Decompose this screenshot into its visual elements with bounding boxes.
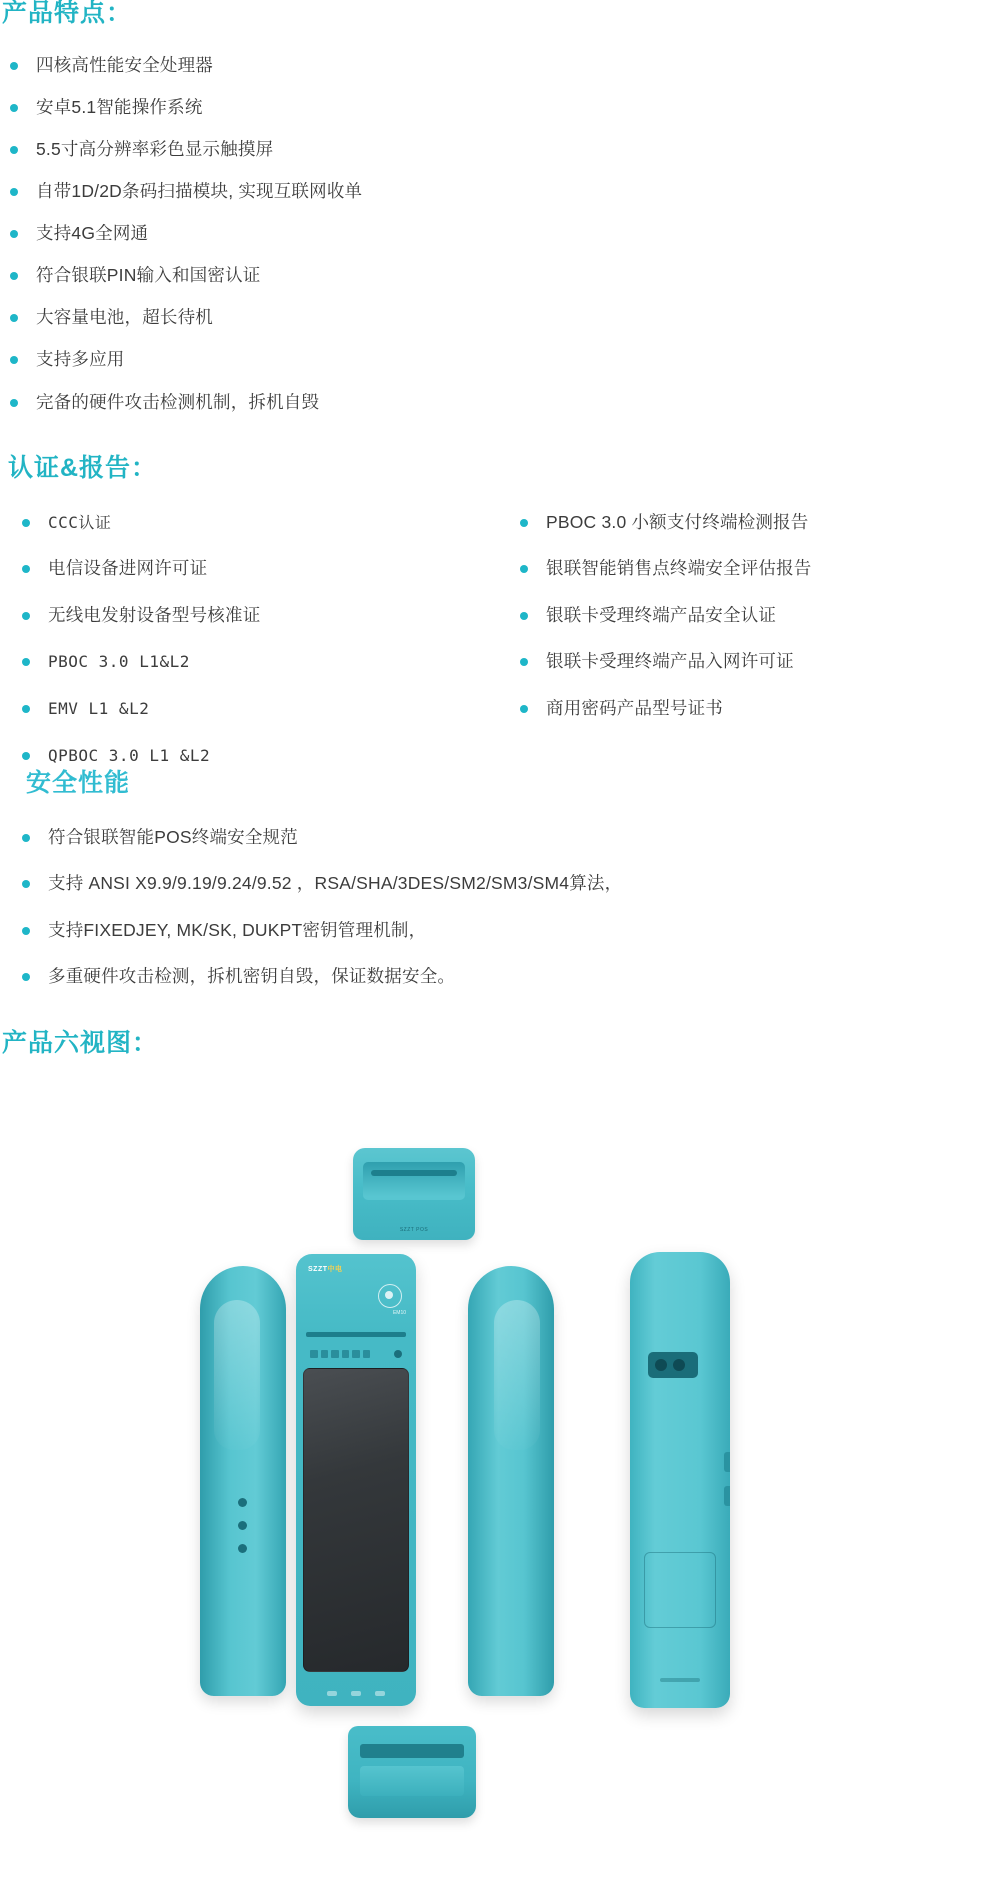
security-list — [0, 826, 1000, 990]
device-brand-accent: 中电 — [327, 1265, 343, 1273]
speaker-grille-icon — [310, 1350, 370, 1358]
device-front-view — [296, 1254, 416, 1706]
list-item-label: PBOC 3.0 L1&L2 — [48, 652, 190, 672]
list-item-label: 无线电发射设备型号核准证 — [48, 604, 261, 625]
features-title: 产品特点： — [2, 0, 133, 27]
list-item-label: PBOC 3.0 小额支付终端检测报告 — [546, 511, 809, 532]
features-list — [0, 54, 1000, 415]
list-item-label: QPBOC 3.0 L1 &L2 — [48, 745, 211, 765]
certifications-title: 认证&报告： — [8, 454, 158, 482]
list-item — [510, 697, 1000, 721]
six-view-section — [0, 1030, 1000, 1876]
bullet-dot-icon — [520, 612, 528, 620]
rear-camera-icon — [648, 1352, 698, 1378]
list-item — [12, 511, 500, 535]
bullet-dot-icon — [10, 146, 18, 154]
bullet-dot-icon — [520, 565, 528, 573]
device-right-side-view — [468, 1266, 554, 1696]
list-item-label: 银联卡受理终端产品入网许可证 — [546, 651, 794, 672]
list-item-label: 支持多应用 — [36, 349, 125, 370]
device-bottom-keys — [296, 1691, 416, 1696]
bullet-dot-icon — [22, 752, 30, 760]
list-item-label: EMV L1 &L2 — [48, 699, 150, 718]
certifications-right-list — [510, 511, 1000, 721]
security-title: 安全性能 — [26, 769, 131, 797]
certifications-columns — [0, 511, 1000, 791]
bullet-dot-icon — [22, 612, 30, 620]
battery-door — [644, 1552, 716, 1628]
bullet-dot-icon — [22, 705, 30, 713]
list-item — [12, 744, 500, 768]
bullet-dot-icon — [10, 62, 18, 70]
bullet-dot-icon — [22, 658, 30, 666]
list-item-label: 支持FIXEDJEY, MK/SK, DUKPT密钥管理机制， — [48, 919, 427, 940]
list-item — [12, 557, 500, 581]
list-item — [0, 54, 1000, 78]
bullet-dot-icon — [10, 230, 18, 238]
list-item — [12, 604, 500, 628]
list-item — [510, 604, 1000, 628]
device-brand-text: SZZT — [308, 1265, 328, 1273]
list-item-label: 5.5寸高分辨率彩色显示触摸屏 — [36, 138, 274, 159]
list-item — [510, 511, 1000, 535]
device-bottom-view — [348, 1726, 476, 1818]
six-view-title: 产品六视图： — [2, 1029, 159, 1057]
device-left-side-view — [200, 1266, 286, 1696]
list-item-label: 商用密码产品型号证书 — [546, 698, 723, 718]
bullet-dot-icon — [520, 519, 528, 527]
list-item — [0, 180, 1000, 204]
bullet-dot-icon — [520, 658, 528, 666]
list-item-label: 安卓5.1智能操作系统 — [36, 96, 203, 117]
list-item — [510, 557, 1000, 581]
device-top-caption: SZZT POS — [399, 1226, 429, 1233]
list-item-label: CCC认证 — [48, 512, 112, 532]
list-item-label: 银联卡受理终端产品安全认证 — [546, 604, 777, 625]
bullet-dot-icon — [22, 519, 30, 527]
vent-line — [660, 1678, 700, 1682]
security-section — [0, 770, 1000, 1012]
list-item-label: 符合银联智能POS终端安全规范 — [48, 826, 298, 847]
list-item-label: 大容量电池，超长待机 — [36, 307, 213, 328]
device-top-view — [353, 1148, 475, 1240]
list-item-label: 四核高性能安全处理器 — [36, 54, 213, 75]
certifications-section — [0, 455, 1000, 790]
list-item — [0, 138, 1000, 162]
list-item — [0, 391, 1000, 415]
list-item — [510, 650, 1000, 674]
list-item-label: 支持4G全网通 — [36, 223, 149, 243]
list-item-label: 支持 ANSI X9.9/9.19/9.24/9.52 ，RSA/SHA/3DES/SM2/SM3/SM4算法， — [48, 873, 623, 894]
bullet-dot-icon — [10, 104, 18, 112]
list-item — [12, 650, 500, 674]
list-item-label: 多重硬件攻击检测，拆机密钥自毁，保证数据安全。 — [48, 966, 456, 987]
card-slot — [306, 1332, 406, 1337]
device-back-view — [630, 1252, 730, 1708]
list-item-label: 符合银联PIN输入和国密认证 — [36, 265, 261, 286]
bullet-dot-icon — [10, 188, 18, 196]
device-illustration — [0, 1086, 1000, 1876]
list-item — [0, 96, 1000, 120]
device-brand-logo — [308, 1264, 343, 1274]
bullet-dot-icon — [22, 927, 30, 935]
bullet-dot-icon — [22, 565, 30, 573]
side-button — [724, 1452, 730, 1472]
certifications-left-column — [0, 511, 500, 791]
list-item — [0, 306, 1000, 330]
bullet-dot-icon — [10, 314, 18, 322]
nfc-icon — [378, 1284, 402, 1308]
list-item — [12, 826, 1000, 850]
list-item — [12, 965, 1000, 989]
list-item-label: 完备的硬件攻击检测机制，拆机自毁 — [36, 391, 320, 412]
device-screen — [303, 1368, 409, 1672]
list-item-label: 自带1D/2D条码扫描模块, 实现互联网收单 — [36, 180, 363, 201]
list-item — [12, 697, 500, 721]
device-left-buttons — [238, 1498, 247, 1567]
bullet-dot-icon — [10, 356, 18, 364]
bullet-dot-icon — [10, 399, 18, 407]
bullet-dot-icon — [22, 973, 30, 981]
certifications-right-column — [500, 511, 1000, 791]
list-item — [12, 919, 1000, 943]
list-item — [12, 872, 1000, 896]
camera-icon — [394, 1350, 402, 1358]
device-right-grip — [494, 1300, 540, 1450]
device-model-label: EM10 — [392, 1309, 406, 1316]
certifications-left-list — [12, 511, 500, 768]
list-item-label: 银联智能销售点终端安全评估报告 — [546, 558, 812, 579]
device-left-grip — [214, 1300, 260, 1450]
list-item-label: 电信设备进网许可证 — [48, 558, 208, 579]
list-item — [0, 348, 1000, 372]
bullet-dot-icon — [22, 880, 30, 888]
features-section — [0, 0, 1000, 433]
list-item — [0, 222, 1000, 246]
bullet-dot-icon — [520, 705, 528, 713]
bullet-dot-icon — [22, 834, 30, 842]
list-item — [0, 264, 1000, 288]
bullet-dot-icon — [10, 272, 18, 280]
